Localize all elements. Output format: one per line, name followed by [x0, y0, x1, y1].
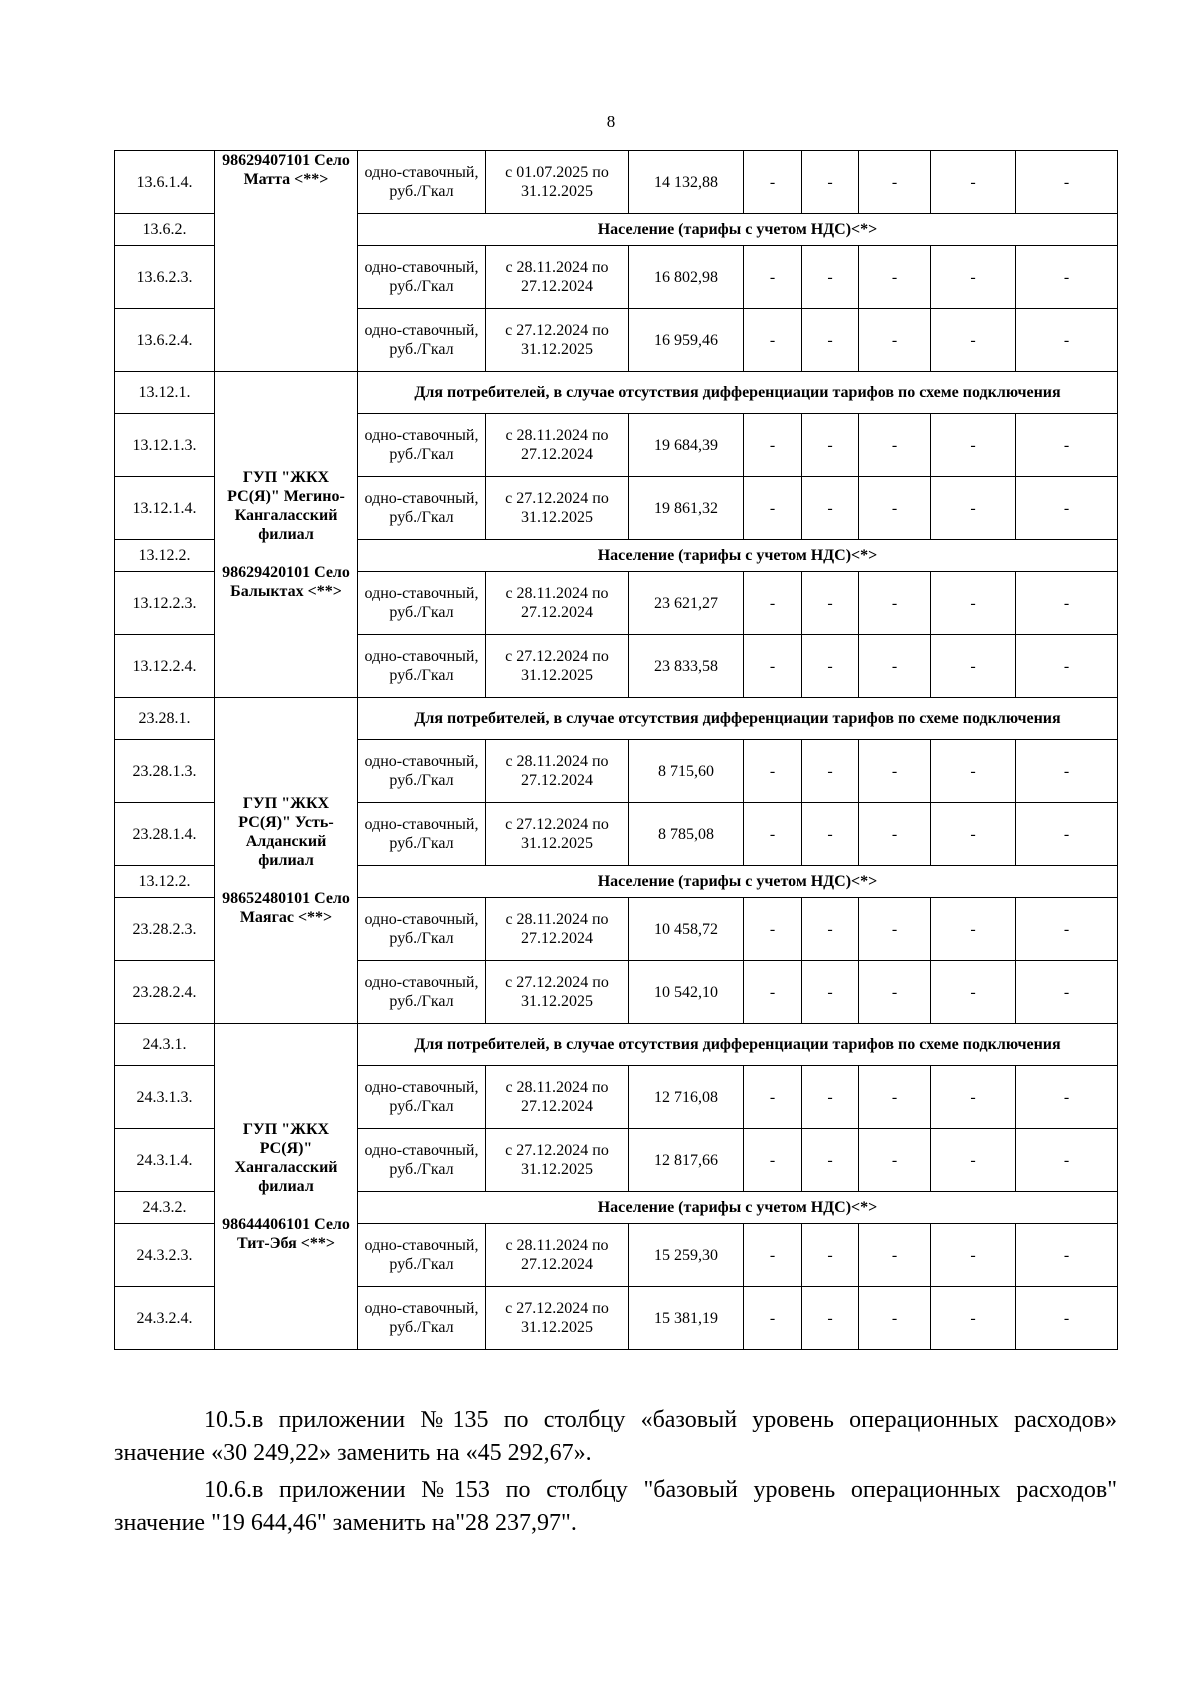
- empty-value: -: [931, 740, 1016, 803]
- page-number: 8: [606, 112, 616, 131]
- empty-value: -: [931, 635, 1016, 698]
- tariff-value: 23 621,27: [629, 572, 744, 635]
- empty-value: -: [859, 246, 931, 309]
- tariff-type: одно-ставочный, руб./Гкал: [358, 151, 486, 214]
- row-number: 24.3.1.4.: [115, 1129, 215, 1192]
- row-number: 24.3.2.4.: [115, 1287, 215, 1350]
- section-header: Для потребителей, в случае отсутствия дифференциации тарифов по схеме подключения: [358, 1024, 1118, 1066]
- tariff-period: с 28.11.2024 по 27.12.2024: [486, 414, 629, 477]
- row-number: 23.28.1.: [115, 698, 215, 740]
- empty-value: -: [859, 1129, 931, 1192]
- table-body: [115, 151, 1118, 1350]
- tariff-period: с 27.12.2024 по 31.12.2025: [486, 1287, 629, 1350]
- tariff-type: одно-ставочный, руб./Гкал: [358, 635, 486, 698]
- tariff-period: с 27.12.2024 по 31.12.2025: [486, 803, 629, 866]
- section-header: Население (тарифы с учетом НДС)<*>: [358, 214, 1118, 246]
- empty-value: -: [802, 1224, 859, 1287]
- tariff-period: с 27.12.2024 по 31.12.2025: [486, 309, 629, 372]
- paragraph-text: 10.5.в приложении №135 по столбцу «базовый уровень операционных расходов» значение «30 249,22» заменить на «45 292,67».: [114, 1407, 1117, 1466]
- empty-value: -: [1016, 740, 1118, 803]
- organization-spacer: [217, 1196, 355, 1215]
- tariff-type: одно-ставочный, руб./Гкал: [358, 1129, 486, 1192]
- empty-value: -: [859, 635, 931, 698]
- row-number: 13.12.2.3.: [115, 572, 215, 635]
- paragraph-10-6: [114, 1474, 1117, 1540]
- organization-cell: [215, 1024, 358, 1350]
- organization-name: ГУП "ЖКХ РС(Я)" Хангаласский филиал: [234, 1121, 338, 1195]
- tariff-period: с 27.12.2024 по 31.12.2025: [486, 961, 629, 1024]
- tariff-value: 12 817,66: [629, 1129, 744, 1192]
- row-number: 13.6.2.: [115, 214, 215, 246]
- tariff-value: 14 132,88: [629, 151, 744, 214]
- empty-value: -: [931, 803, 1016, 866]
- tariff-value: 23 833,58: [629, 635, 744, 698]
- row-number: 24.3.2.3.: [115, 1224, 215, 1287]
- row-number: 23.28.2.4.: [115, 961, 215, 1024]
- tariff-type: одно-ставочный, руб./Гкал: [358, 898, 486, 961]
- empty-value: -: [744, 803, 802, 866]
- empty-value: -: [802, 635, 859, 698]
- organization-cell: [215, 372, 358, 698]
- row-number: 24.3.1.: [115, 1024, 215, 1066]
- organization-cell: [215, 698, 358, 1024]
- organization-name: ГУП "ЖКХ РС(Я)" Усть-Алданский филиал: [238, 795, 334, 869]
- tariff-type: одно-ставочный, руб./Гкал: [358, 803, 486, 866]
- empty-value: -: [931, 1287, 1016, 1350]
- empty-value: -: [1016, 572, 1118, 635]
- empty-value: -: [1016, 1224, 1118, 1287]
- empty-value: -: [859, 309, 931, 372]
- tariff-value: 10 542,10: [629, 961, 744, 1024]
- tariff-period: с 28.11.2024 по 27.12.2024: [486, 898, 629, 961]
- empty-value: -: [802, 1066, 859, 1129]
- organization-name: ГУП "ЖКХ РС(Я)" Мегино-Кангаласский филиал: [227, 469, 345, 543]
- empty-value: -: [859, 414, 931, 477]
- row-number: 13.6.1.4.: [115, 151, 215, 214]
- empty-value: -: [744, 1066, 802, 1129]
- empty-value: -: [744, 246, 802, 309]
- empty-value: -: [859, 898, 931, 961]
- empty-value: -: [931, 151, 1016, 214]
- tariff-type: одно-ставочный, руб./Гкал: [358, 246, 486, 309]
- organization-cell: [215, 151, 358, 372]
- tariff-value: 12 716,08: [629, 1066, 744, 1129]
- settlement-code: 98652480101 Село Маягас <**>: [222, 890, 350, 926]
- empty-value: -: [1016, 1066, 1118, 1129]
- empty-value: -: [802, 414, 859, 477]
- row-number: 13.12.2.: [115, 866, 215, 898]
- row-number: 13.12.1.4.: [115, 477, 215, 540]
- section-header: Для потребителей, в случае отсутствия дифференциации тарифов по схеме подключения: [358, 372, 1118, 414]
- empty-value: -: [1016, 477, 1118, 540]
- empty-value: -: [1016, 898, 1118, 961]
- tariff-type: одно-ставочный, руб./Гкал: [358, 961, 486, 1024]
- row-number: 24.3.1.3.: [115, 1066, 215, 1129]
- settlement-code: 98629420101 Село Балыктах <**>: [222, 564, 350, 600]
- tariff-value: 8 785,08: [629, 803, 744, 866]
- empty-value: -: [1016, 961, 1118, 1024]
- empty-value: -: [931, 898, 1016, 961]
- empty-value: -: [931, 1224, 1016, 1287]
- empty-value: -: [802, 961, 859, 1024]
- empty-value: -: [802, 898, 859, 961]
- tariff-period: с 28.11.2024 по 27.12.2024: [486, 740, 629, 803]
- row-number: 23.28.1.4.: [115, 803, 215, 866]
- empty-value: -: [744, 1287, 802, 1350]
- row-number: 13.6.2.4.: [115, 309, 215, 372]
- row-number: 23.28.2.3.: [115, 898, 215, 961]
- empty-value: -: [744, 414, 802, 477]
- tariff-period: с 28.11.2024 по 27.12.2024: [486, 1224, 629, 1287]
- tariff-type: одно-ставочный, руб./Гкал: [358, 309, 486, 372]
- tariff-period: с 27.12.2024 по 31.12.2025: [486, 1129, 629, 1192]
- empty-value: -: [931, 961, 1016, 1024]
- empty-value: -: [1016, 309, 1118, 372]
- tariff-value: 15 259,30: [629, 1224, 744, 1287]
- tariff-period: с 01.07.2025 по 31.12.2025: [486, 151, 629, 214]
- tariff-table: [114, 150, 1118, 1350]
- empty-value: -: [931, 246, 1016, 309]
- paragraph-text: 10.6.в приложении №153 по столбцу "базовый уровень операционных расходов" значение "19 644,46" заменить на"28 237,97".: [114, 1477, 1117, 1536]
- empty-value: -: [859, 477, 931, 540]
- empty-value: -: [744, 1224, 802, 1287]
- tariff-period: с 28.11.2024 по 27.12.2024: [486, 1066, 629, 1129]
- empty-value: -: [744, 151, 802, 214]
- tariff-type: одно-ставочный, руб./Гкал: [358, 1287, 486, 1350]
- section-header-row: [115, 698, 1118, 740]
- section-header: Население (тарифы с учетом НДС)<*>: [358, 1192, 1118, 1224]
- empty-value: -: [744, 740, 802, 803]
- empty-value: -: [744, 961, 802, 1024]
- settlement-code: 98629407101 Село Матта <**>: [222, 152, 350, 188]
- empty-value: -: [859, 572, 931, 635]
- empty-value: -: [802, 740, 859, 803]
- tariff-value: 19 684,39: [629, 414, 744, 477]
- row-number: 23.28.1.3.: [115, 740, 215, 803]
- table-row: [115, 151, 1118, 214]
- section-header: Население (тарифы с учетом НДС)<*>: [358, 866, 1118, 898]
- empty-value: -: [744, 898, 802, 961]
- empty-value: -: [931, 1066, 1016, 1129]
- empty-value: -: [802, 1129, 859, 1192]
- empty-value: -: [744, 477, 802, 540]
- empty-value: -: [931, 309, 1016, 372]
- empty-value: -: [1016, 246, 1118, 309]
- empty-value: -: [1016, 151, 1118, 214]
- row-number: 13.6.2.3.: [115, 246, 215, 309]
- section-header: Население (тарифы с учетом НДС)<*>: [358, 540, 1118, 572]
- empty-value: -: [802, 1287, 859, 1350]
- empty-value: -: [802, 246, 859, 309]
- empty-value: -: [859, 803, 931, 866]
- row-number: 13.12.1.3.: [115, 414, 215, 477]
- empty-value: -: [1016, 635, 1118, 698]
- settlement-code: 98644406101 Село Тит-Эбя <**>: [222, 1216, 350, 1252]
- tariff-type: одно-ставочный, руб./Гкал: [358, 572, 486, 635]
- empty-value: -: [931, 1129, 1016, 1192]
- paragraph-10-5: [114, 1404, 1117, 1470]
- tariff-type: одно-ставочный, руб./Гкал: [358, 740, 486, 803]
- empty-value: -: [744, 309, 802, 372]
- empty-value: -: [859, 1224, 931, 1287]
- tariff-type: одно-ставочный, руб./Гкал: [358, 1224, 486, 1287]
- row-number: 13.12.2.: [115, 540, 215, 572]
- section-header: Для потребителей, в случае отсутствия дифференциации тарифов по схеме подключения: [358, 698, 1118, 740]
- empty-value: -: [744, 1129, 802, 1192]
- row-number: 13.12.2.4.: [115, 635, 215, 698]
- empty-value: -: [859, 740, 931, 803]
- empty-value: -: [802, 309, 859, 372]
- tariff-value: 8 715,60: [629, 740, 744, 803]
- organization-spacer: [217, 870, 355, 889]
- tariff-type: одно-ставочный, руб./Гкал: [358, 414, 486, 477]
- empty-value: -: [931, 572, 1016, 635]
- tariff-type: одно-ставочный, руб./Гкал: [358, 1066, 486, 1129]
- empty-value: -: [859, 151, 931, 214]
- tariff-period: с 28.11.2024 по 27.12.2024: [486, 572, 629, 635]
- tariff-value: 19 861,32: [629, 477, 744, 540]
- empty-value: -: [931, 477, 1016, 540]
- empty-value: -: [802, 572, 859, 635]
- section-header-row: [115, 1024, 1118, 1066]
- empty-value: -: [744, 635, 802, 698]
- empty-value: -: [931, 414, 1016, 477]
- empty-value: -: [859, 961, 931, 1024]
- row-number: 24.3.2.: [115, 1192, 215, 1224]
- empty-value: -: [1016, 803, 1118, 866]
- empty-value: -: [802, 803, 859, 866]
- organization-spacer: [217, 544, 355, 563]
- row-number: 13.12.1.: [115, 372, 215, 414]
- section-header-row: [115, 372, 1118, 414]
- empty-value: -: [744, 572, 802, 635]
- tariff-period: с 28.11.2024 по 27.12.2024: [486, 246, 629, 309]
- tariff-period: с 27.12.2024 по 31.12.2025: [486, 635, 629, 698]
- empty-value: -: [802, 477, 859, 540]
- empty-value: -: [1016, 414, 1118, 477]
- tariff-period: с 27.12.2024 по 31.12.2025: [486, 477, 629, 540]
- empty-value: -: [859, 1287, 931, 1350]
- tariff-value: 16 959,46: [629, 309, 744, 372]
- empty-value: -: [1016, 1287, 1118, 1350]
- empty-value: -: [802, 151, 859, 214]
- empty-value: -: [1016, 1129, 1118, 1192]
- tariff-value: 16 802,98: [629, 246, 744, 309]
- tariff-type: одно-ставочный, руб./Гкал: [358, 477, 486, 540]
- empty-value: -: [859, 1066, 931, 1129]
- tariff-value: 10 458,72: [629, 898, 744, 961]
- tariff-value: 15 381,19: [629, 1287, 744, 1350]
